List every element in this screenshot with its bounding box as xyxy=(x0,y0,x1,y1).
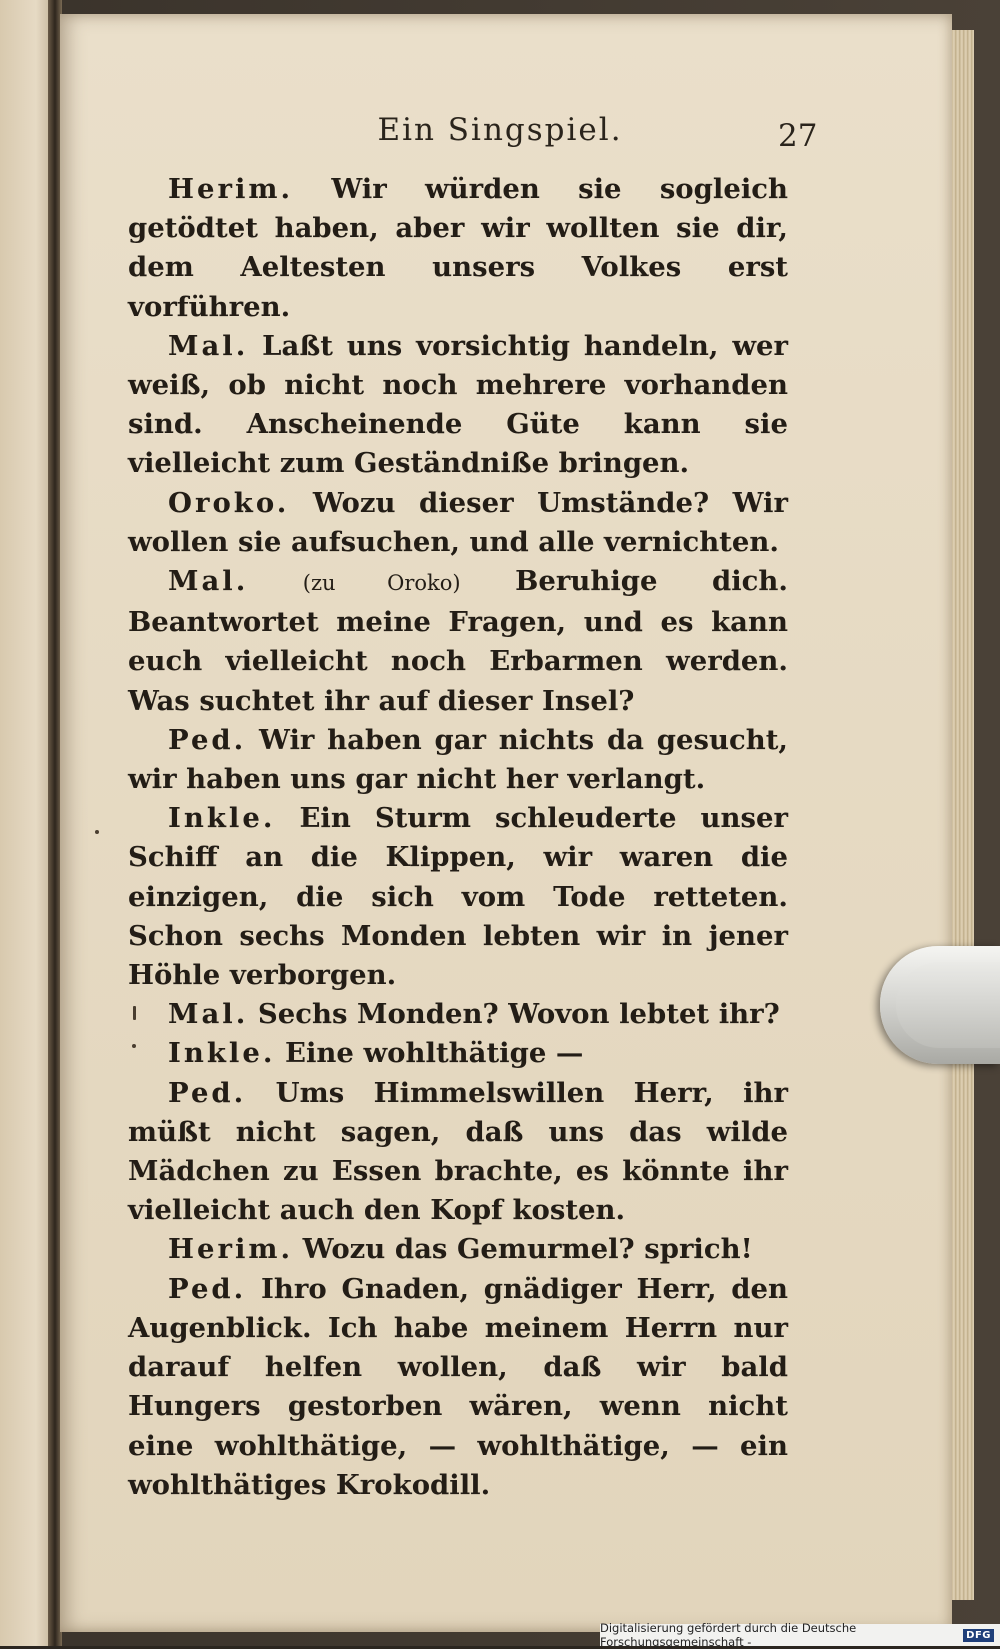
speech-text: Ein Sturm schleuderte unser Schiff an die Klippen, wir waren die einzigen, die sich vom Tode retteten. Schon sechs Monden lebten wir in jener Höhle verborgen. xyxy=(128,802,788,992)
stage-direction: (zu Oroko) xyxy=(302,571,461,596)
speaker-name: Inkle. xyxy=(168,802,276,835)
speech-text: Eine wohlthätige — xyxy=(285,1037,584,1070)
paragraph xyxy=(128,1270,788,1505)
speaker-name: Mal. xyxy=(168,329,249,362)
speaker-name: Ped. xyxy=(168,1272,247,1305)
paragraph xyxy=(128,721,788,799)
paragraph xyxy=(128,995,788,1034)
dfg-logo: DFG xyxy=(963,1629,994,1642)
paragraph xyxy=(128,170,788,327)
ink-speck xyxy=(95,830,99,834)
ink-speck xyxy=(133,1006,136,1020)
speaker-name: Ped. xyxy=(168,1076,247,1109)
running-head: Ein Singspiel. xyxy=(377,112,623,148)
ink-speck xyxy=(132,1044,136,1048)
digitization-footer xyxy=(600,1621,1000,1649)
speaker-name: Oroko. xyxy=(168,486,290,519)
paragraph xyxy=(128,1034,788,1073)
speech-text: Sechs Monden? Wovon lebtet ihr? xyxy=(257,998,780,1031)
page-clip-highlight xyxy=(896,962,1000,1048)
speech-text: Ums Himmelswillen Herr, ihr müßt nicht sagen, daß uns das wilde Mädchen zu Essen brachte, es könnte ihr vielleicht auch den Kopf kosten. xyxy=(128,1076,788,1227)
speaker-name: Inkle. xyxy=(168,1037,276,1070)
speech-text: Wozu dieser Umstände? Wir wollen sie aufsuchen, und alle vernichten. xyxy=(128,486,788,558)
page-number: 27 xyxy=(778,118,818,154)
speaker-name: Ped. xyxy=(168,723,247,756)
speech-text: Wir würden sie sogleich getödtet haben, aber wir wollten sie dir, dem Aeltesten unsers Volkes erst vorführen. xyxy=(128,173,788,323)
speech-text: Wozu das Gemurmel? sprich! xyxy=(302,1233,753,1266)
paragraph xyxy=(128,327,788,484)
speaker-name: Mal. xyxy=(168,565,249,598)
speaker-name: Herim. xyxy=(168,173,294,205)
speaker-name: Herim. xyxy=(168,1233,294,1266)
paragraph xyxy=(128,799,788,995)
page-edge-stack xyxy=(952,30,974,1600)
speech-text: Laßt uns vorsichtig handeln, wer weiß, ob nicht noch mehrere vorhanden sind. Anscheinende Güte kann sie vielleicht zum Geständniße bringen. xyxy=(128,329,788,480)
speaker-name: Mal. xyxy=(168,998,249,1031)
paragraph xyxy=(128,562,788,721)
speech-text: Beruhige dich. Beantwortet meine Fragen, und es kann euch vielleicht noch Erbarmen werden. Was suchtet ihr auf dieser Insel? xyxy=(128,565,788,717)
page-body xyxy=(128,170,788,1505)
footer-credit: Digitalisierung gefördert durch die Deutsche Forschungsgemeinschaft - xyxy=(600,1621,857,1649)
speech-text: Wir haben gar nichts da gesucht, wir haben uns gar nicht her verlangt. xyxy=(128,723,789,796)
paragraph xyxy=(128,1230,788,1269)
paragraph xyxy=(128,1074,788,1231)
paragraph xyxy=(128,484,788,562)
speech-text: Ihro Gnaden, gnädiger Herr, den Augenblick. Ich habe meinem Herrn nur darauf helfen wollen, daß wir bald Hungers gestorben wären, wenn nicht eine wohlthätige, — wohlthätige, — ein wohlthätiges Krokodill. xyxy=(128,1272,788,1501)
